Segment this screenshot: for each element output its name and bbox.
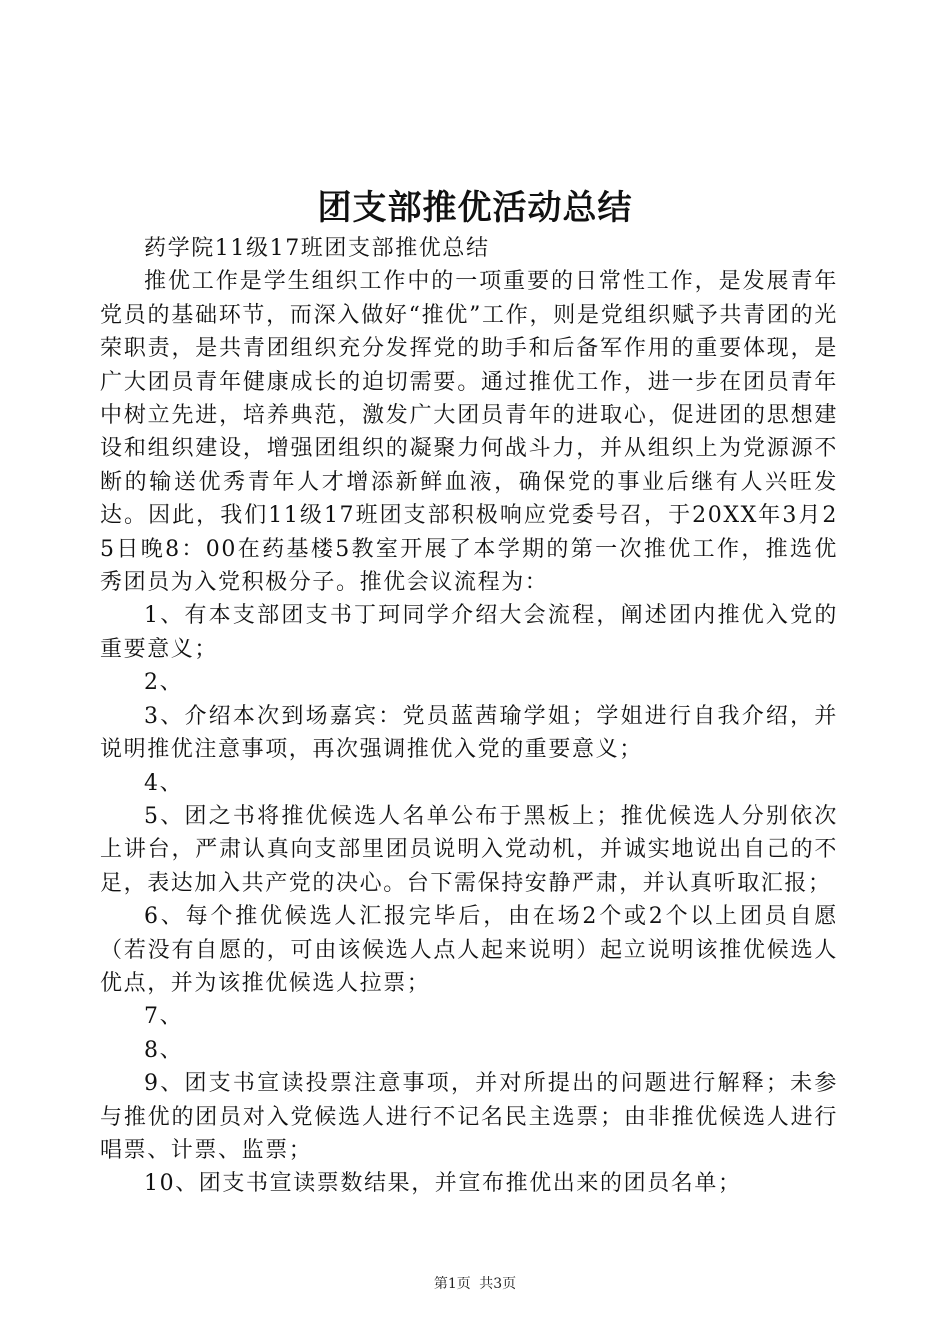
document-title: 团支部推优活动总结	[317, 188, 633, 228]
page-total: 共3页	[479, 1276, 517, 1292]
list-item: 5、团之书将推优候选人名单公布于黑板上；推优候选人分别依次上讲台，严肃认真向支部里团员说明入党动机，并诚实地说出自己的不足，表达加入共产党的决心。台下需保持安静严肃，并认真听取汇报；	[100, 803, 838, 896]
list-item: 2、	[144, 670, 184, 696]
list-item: 7、	[144, 1004, 184, 1030]
list-item: 4、	[144, 770, 184, 796]
list-item: 10、团支书宣读票数结果，并宣布推优出来的团员名单；	[144, 1171, 742, 1197]
list-item: 8、	[144, 1037, 184, 1063]
paragraph-subtitle: 药学院11级17班团支部推优总结	[144, 236, 490, 261]
list-item: 6、每个推优候选人汇报完毕后，由在场2个或2个以上团员自愿（若没有自愿的，可由该候选人点人起来说明）起立说明该推优候选人优点，并为该推优候选人拉票；	[100, 904, 838, 996]
list-item: 9、团支书宣读投票注意事项，并对所提出的问题进行解释；未参与推优的团员对入党候选人进行不记名民主选票；由非推优候选人进行唱票、计票、监票；	[100, 1071, 838, 1163]
list-item: 3、介绍本次到场嘉宾：党员蓝茜瑜学姐；学姐进行自我介绍，并说明推优注意事项，再次强调推优入党的重要意义；	[100, 703, 838, 763]
page-number: 第1页	[433, 1276, 471, 1292]
list-item: 1、有本支部团支书丁珂同学介绍大会流程，阐述团内推优入党的重要意义；	[100, 603, 838, 662]
page-footer	[0, 1274, 950, 1294]
document-body	[100, 232, 838, 1201]
paragraph-intro: 推优工作是学生组织工作中的一项重要的日常性工作，是发展青年党员的基础环节，而深入做好“推优”工作，则是党组织赋予共青团的光荣职责，是共青团组织充分发挥党的助手和后备军作用的重要体现，是广大团员青年健康成长的迫切需要。通过推优工作，进一步在团员青年中树立先进，培养典范，激发广大团员青年的进取心，促进团的思想建设和组织建设，增强团组织的凝聚力何战斗力，并从组织上为党源源不断的输送优秀青年人才增添新鲜血液，确保党的事业后继有人兴旺发达。因此，我们11级17班团支部积极响应党委号召，于20XX年3月25日晚8：00在药基楼5教室开展了本学期的第一次推优工作，推选优秀团员为入党积极分子。推优会议流程为：	[100, 269, 838, 596]
